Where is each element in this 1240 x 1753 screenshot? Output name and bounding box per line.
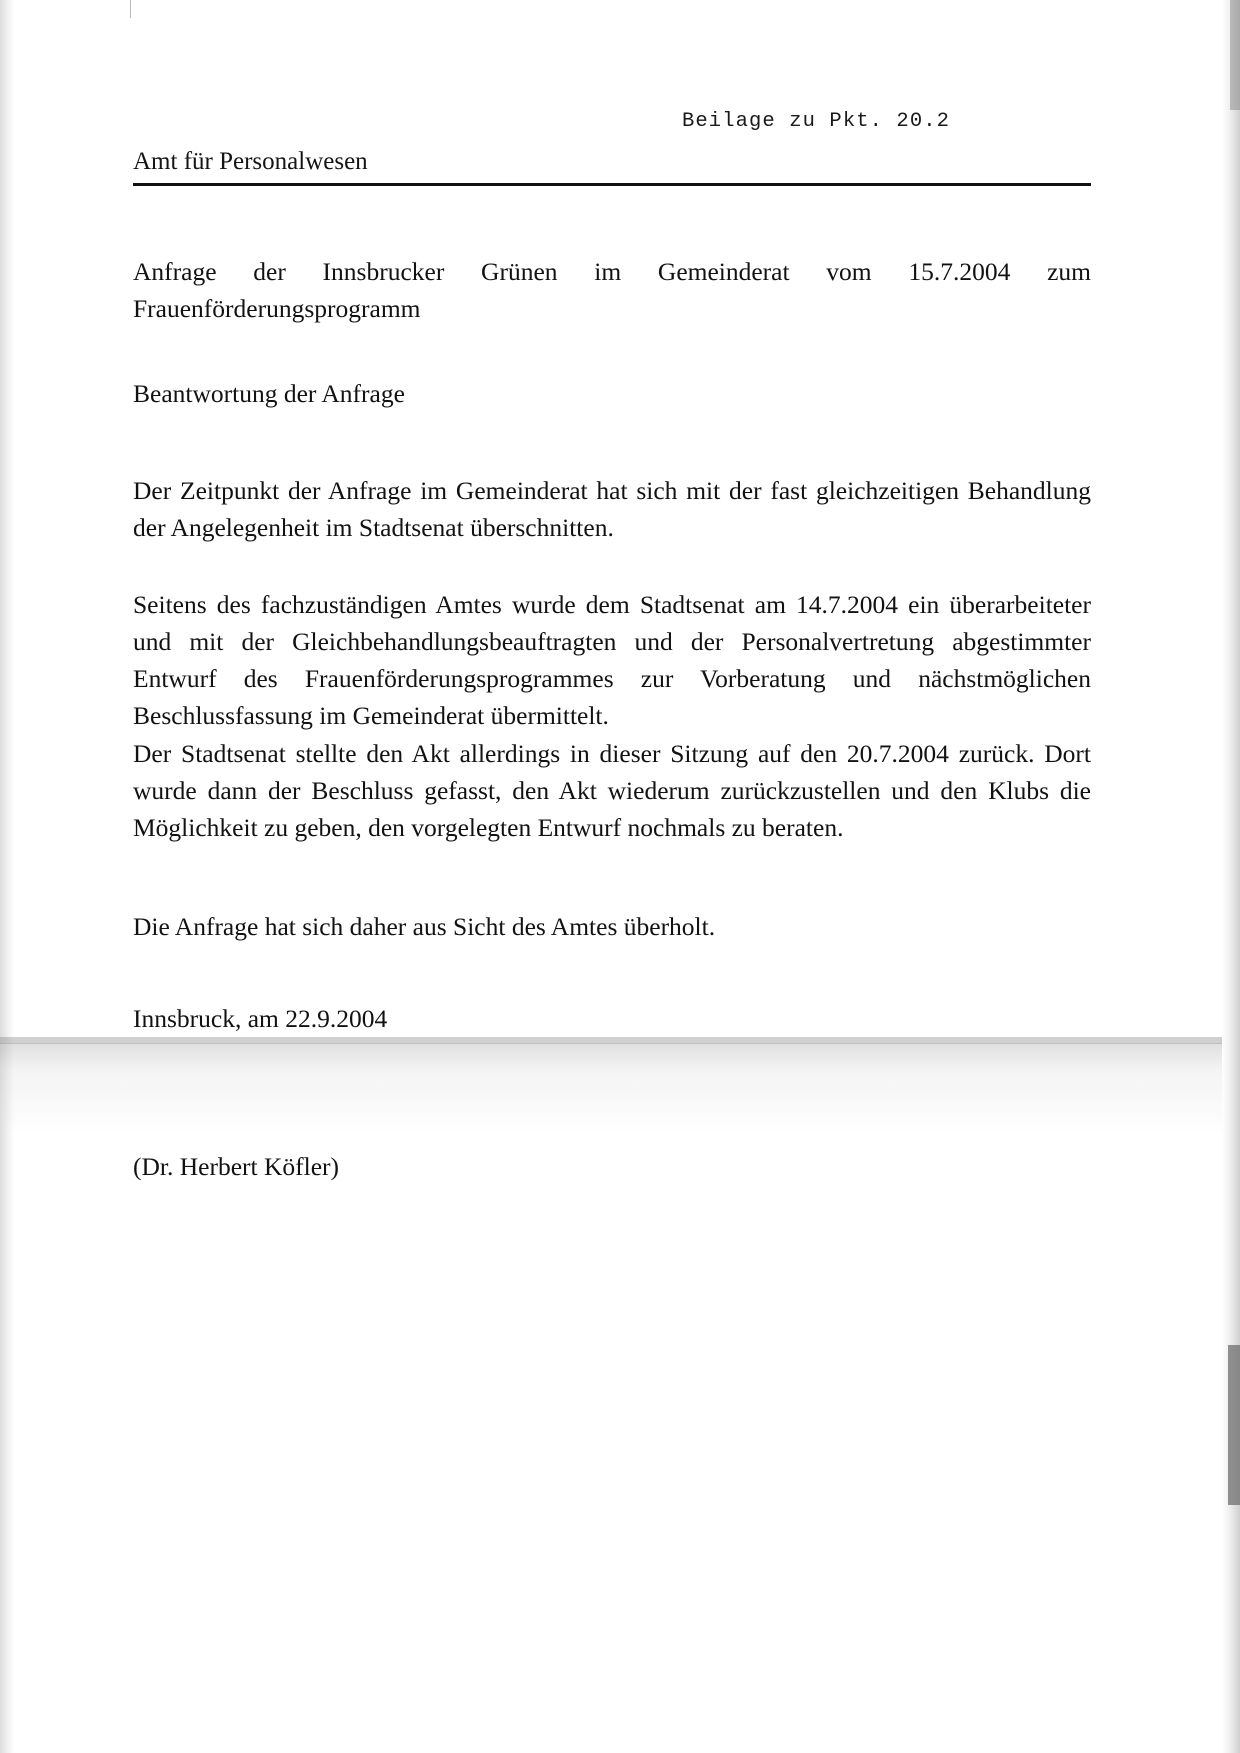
department-name: Amt für Personalwesen [133,148,368,175]
body-paragraph-2: Seitens des fachzuständigen Amtes wurde dem Stadtsenat am 14.7.2004 ein überarbeiteter und mit der Gleichbehandlungsbeauftragten und der Personalvertretung abgestimmter Entwurf des Frauenförderungsprogrammes zur Vorberatung und nächstmöglichen Beschlussfassung im Gemeinderat übermittelt. [133,590,1091,730]
attachment-reference: Beilage zu Pkt. 20.2 [682,110,951,133]
signature-name: (Dr. Herbert Köfler) [133,1152,340,1181]
scan-band-gradient [0,1043,1222,1135]
body-paragraph-3: Der Stadtsenat stellte den Akt allerdings in dieser Sitzung auf den 20.7.2004 zurück. Dort wurde dann der Beschluss gefasst, den Akt wiederum zurückzustellen und den Klubs die Möglichkeit zu geben, den vorgelegten Entwurf nochmals zu beraten. [133,739,1091,842]
body-paragraph-1: Der Zeitpunkt der Anfrage im Gemeinderat hat sich mit der fast gleichzeitigen Behandlung der Angelegenheit im Stadtsenat überschnitten. [133,476,1091,542]
place-and-date: Innsbruck, am 22.9.2004 [133,1004,388,1033]
answer-heading: Beantwortung der Anfrage [133,379,405,408]
subject-line: Anfrage der Innsbrucker Grünen im Gemeinderat vom 15.7.2004 zum Frauenförderungsprogramm [133,257,1091,323]
body-paragraph-4: Die Anfrage hat sich daher aus Sicht des Amtes überholt. [133,912,716,941]
header-divider [133,183,1091,186]
